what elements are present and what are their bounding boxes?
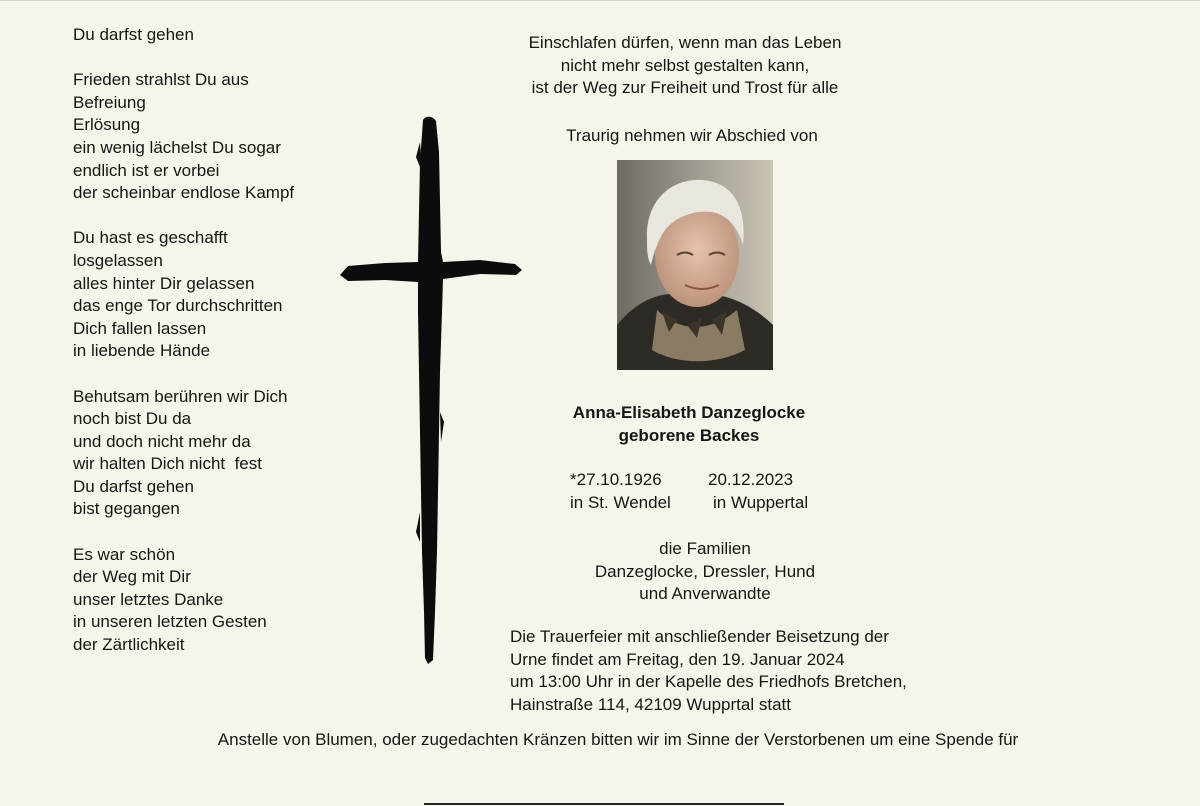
motto-line: ist der Weg zur Freiheit und Trost für alle — [531, 78, 839, 98]
poem-line: Erlösung — [73, 115, 141, 135]
ceremony-line: Urne findet am Freitag, den 19. Januar 2024 — [510, 649, 845, 669]
birth-place: in St. Wendel — [570, 492, 671, 512]
poem-line: Du darfst gehen — [73, 476, 194, 496]
birth-date: *27.10.1926 — [570, 470, 662, 489]
poem-line: in unseren letzten Gesten — [73, 612, 267, 632]
poem-line: ein wenig lächelst Du sogar — [73, 137, 281, 157]
portrait-photo — [617, 160, 773, 370]
poem-line: der scheinbar endlose Kampf — [73, 183, 295, 203]
top-border — [0, 0, 1200, 1]
poem-stanza-5 — [73, 544, 294, 657]
poem-line: das enge Tor durchschritten — [73, 296, 283, 316]
ceremony-line: um 13:00 Uhr in der Kapelle des Friedhofs Bretchen, — [510, 672, 907, 692]
ceremony-notice — [510, 626, 907, 716]
death-date: 20.12.2023 — [708, 470, 794, 489]
poem-line: Du hast es geschafft — [73, 228, 228, 248]
poem-line: alles hinter Dir gelassen — [73, 273, 255, 293]
poem-line: Befreiung — [73, 92, 146, 112]
mourning-families — [480, 538, 930, 606]
donation-request: Anstelle von Blumen, oder zugedachten Kränzen bitten wir im Sinne der Verstorbenen um eine Spende für — [217, 730, 1019, 749]
poem-stanza-4 — [73, 386, 294, 522]
poem-stanza-2 — [73, 69, 294, 205]
ceremony-line: Die Trauerfeier mit anschließender Beisetzung der — [510, 627, 889, 646]
family-line: und Anverwandte — [639, 584, 771, 604]
poem-line: noch bist Du da — [73, 409, 192, 429]
deceased-name: Anna-Elisabeth Danzeglocke — [572, 403, 806, 422]
motto-line: nicht mehr selbst gestalten kann, — [560, 55, 810, 75]
poem-line: Du darfst gehen — [73, 25, 194, 44]
poem-line: losgelassen — [73, 250, 163, 270]
poem-line: wir halten Dich nicht fest — [73, 454, 262, 474]
ceremony-line: Hainstraße 114, 42109 Wupprtal statt — [510, 694, 791, 714]
family-line: die Familien — [659, 539, 751, 558]
poem-line: der Weg mit Dir — [73, 567, 191, 587]
farewell-intro: Traurig nehmen wir Abschied von — [566, 126, 818, 145]
poem-line: Frieden strahlst Du aus — [73, 70, 249, 90]
motto-line: Einschlafen dürfen, wenn man das Leben — [528, 33, 842, 52]
poem-line: Behutsam berühren wir Dich — [73, 386, 288, 406]
poem-line: Es war schön — [73, 544, 176, 564]
poem-line: in liebende Hände — [73, 341, 211, 361]
poem-line: und doch nicht mehr da — [73, 431, 251, 451]
poem-line: endlich ist er vorbei — [73, 160, 220, 180]
poem-line: bist gegangen — [73, 499, 180, 519]
death-place: in Wuppertal — [713, 492, 809, 512]
poem-stanza-3 — [73, 227, 294, 363]
birth-name: geborene Backes — [618, 425, 760, 445]
life-dates — [570, 469, 808, 514]
poem-line: unser letztes Danke — [73, 589, 224, 609]
motto — [480, 32, 890, 100]
poem-line: Dich fallen lassen — [73, 318, 207, 338]
deceased-name-block — [480, 402, 898, 447]
poem — [73, 24, 294, 679]
poem-stanza-1 — [73, 24, 294, 47]
family-line: Danzeglocke, Dressler, Hund — [594, 561, 816, 581]
bottom-rule — [424, 803, 784, 805]
poem-line: der Zärtlichkeit — [73, 635, 185, 655]
